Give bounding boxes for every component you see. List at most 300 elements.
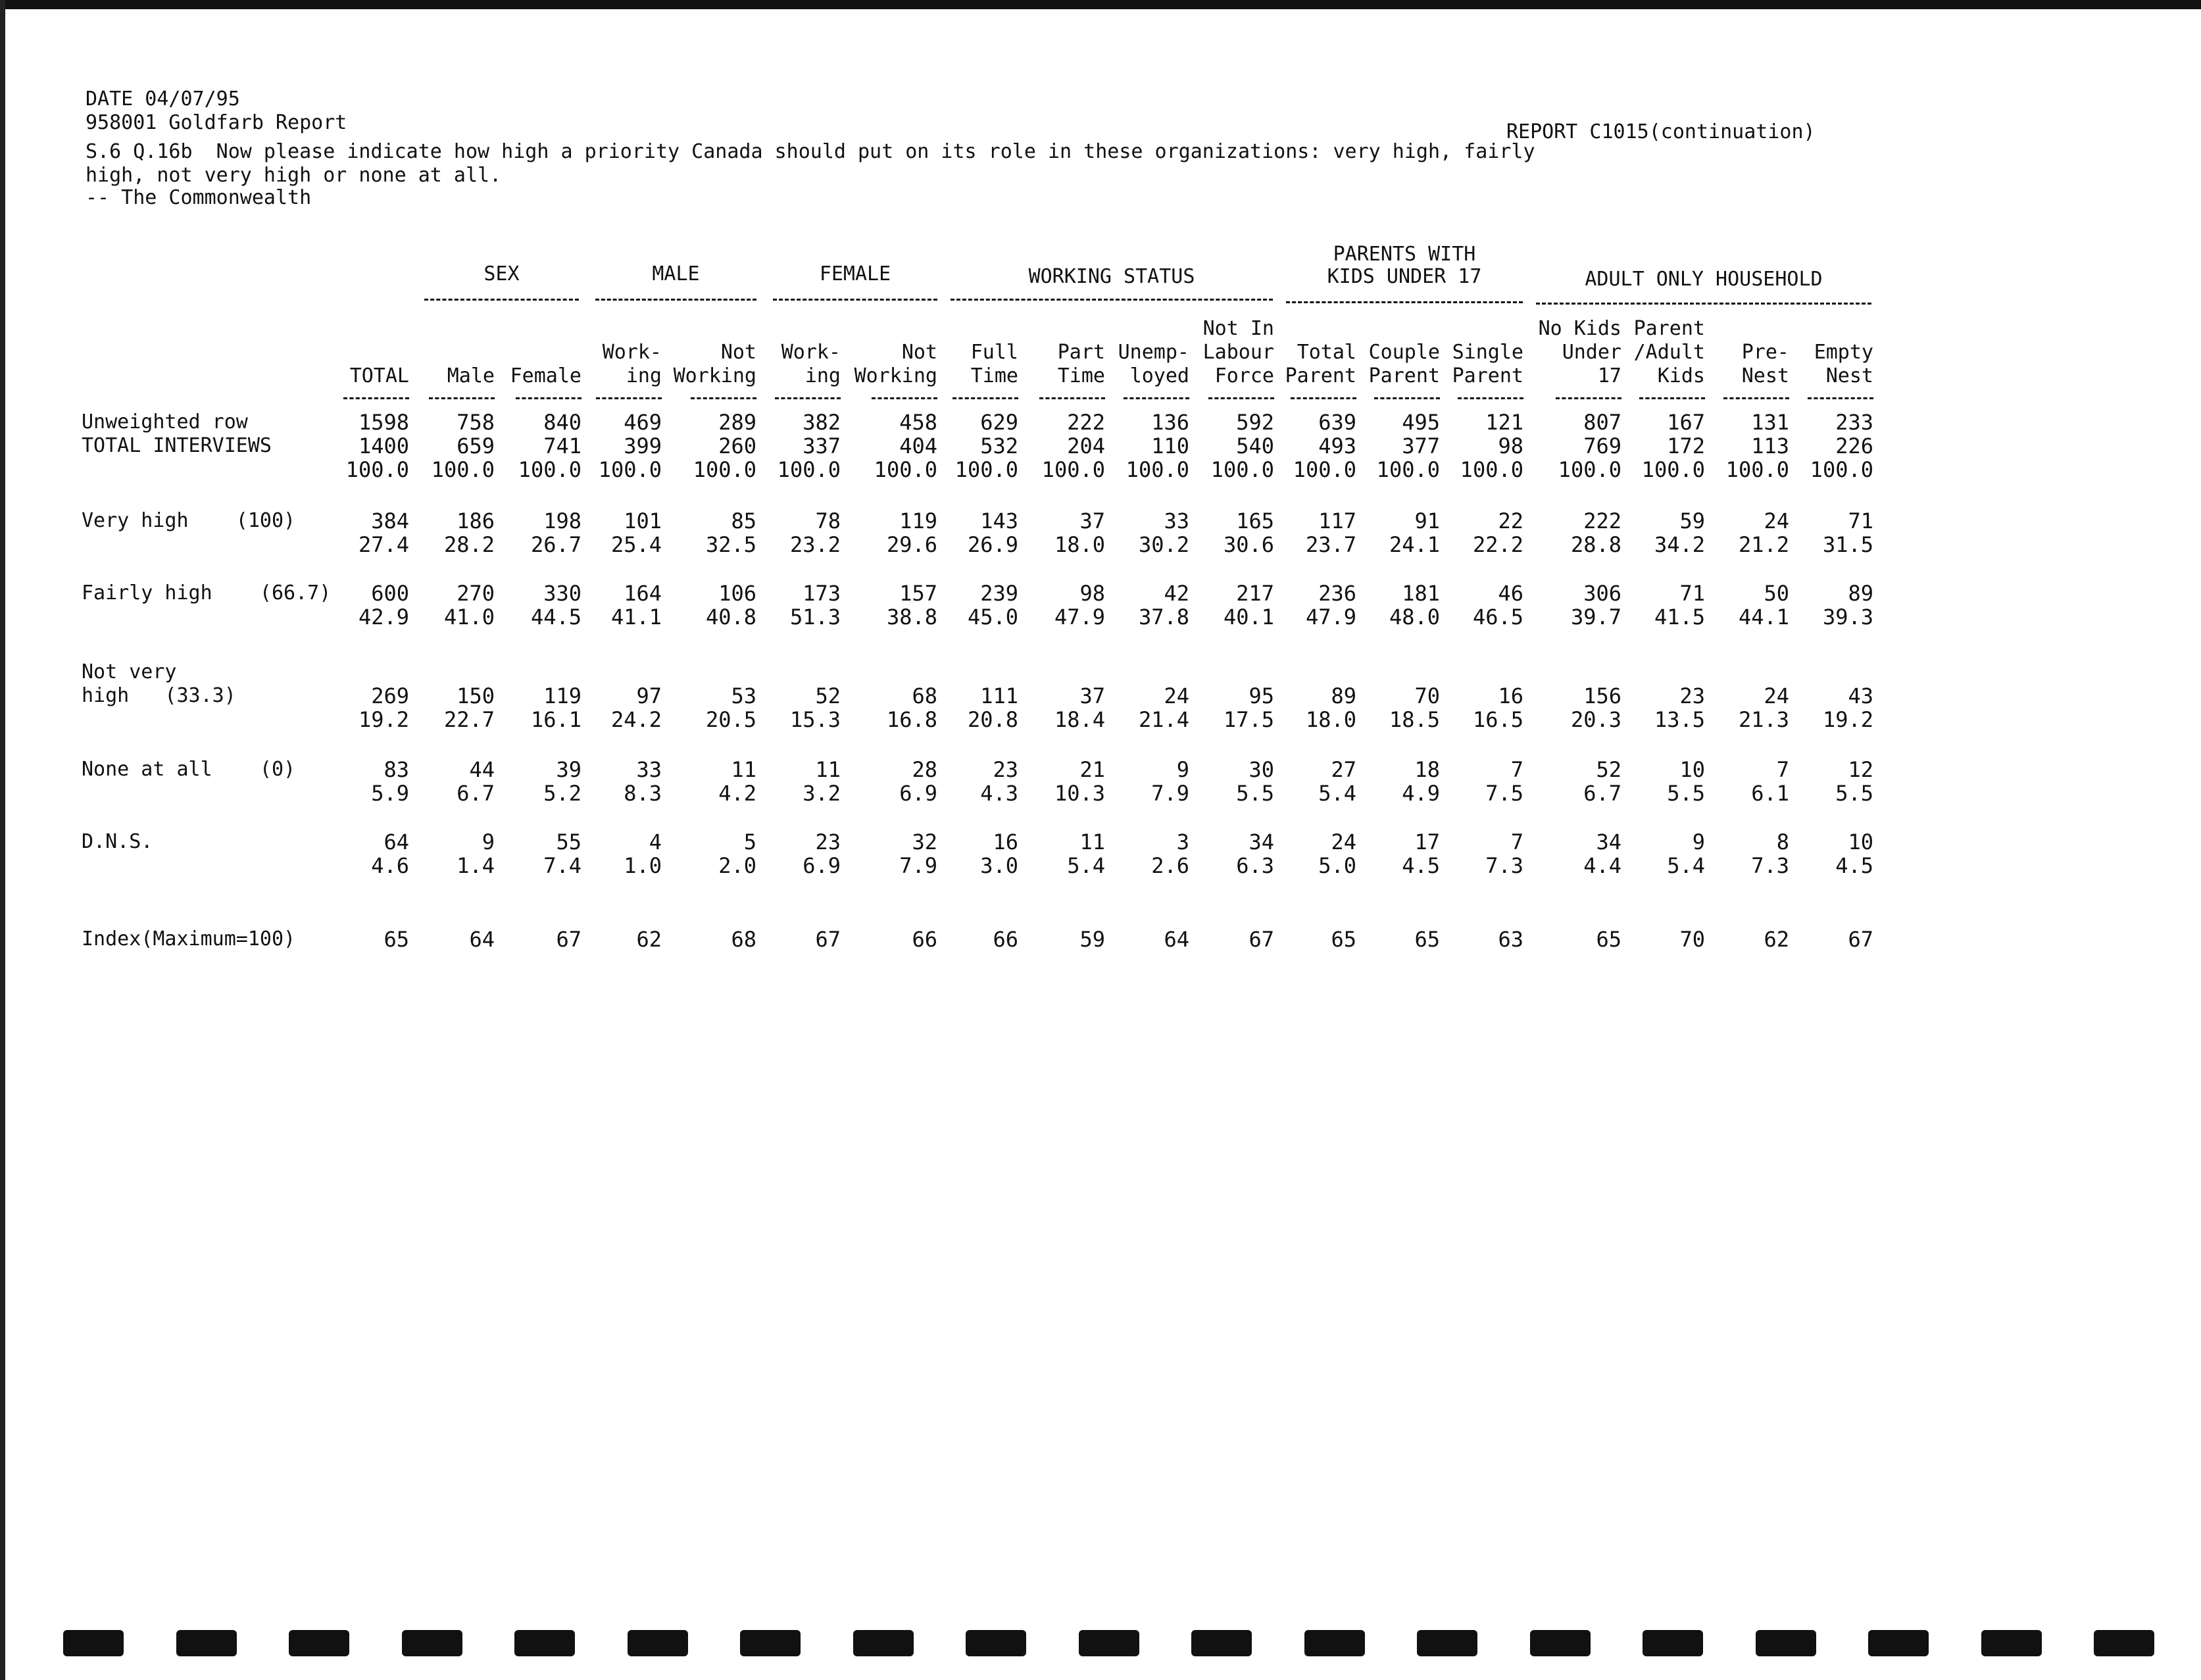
table-cell: 65 — [1414, 927, 1440, 952]
table-cell: 52 — [815, 683, 841, 708]
table-cell: 34 — [1249, 829, 1274, 854]
table-cell: 100.0 — [874, 457, 937, 482]
table-cell: 16.1 — [530, 707, 581, 732]
table-cell: 119 — [899, 508, 937, 533]
tractor-feed-hole — [1417, 1630, 1477, 1656]
row-label: D.N.S. — [82, 830, 153, 853]
table-cell: 44.5 — [530, 605, 581, 630]
table-cell: 226 — [1835, 433, 1873, 458]
table-cell: 13.5 — [1654, 707, 1705, 732]
table-cell: 592 — [1236, 410, 1274, 435]
table-cell: 111 — [980, 683, 1018, 708]
tractor-feed-hole — [1191, 1630, 1252, 1656]
table-cell: 100.0 — [1125, 457, 1189, 482]
table-cell: 30.6 — [1223, 532, 1274, 557]
table-cell: 45.0 — [967, 605, 1018, 630]
table-cell: 20.3 — [1570, 707, 1621, 732]
table-cell: 70 — [1414, 683, 1440, 708]
table-cell: 136 — [1151, 410, 1189, 435]
table-cell: 639 — [1318, 410, 1356, 435]
table-cell: 65 — [383, 927, 409, 952]
table-cell: 68 — [912, 683, 937, 708]
table-cell: 21.3 — [1738, 707, 1789, 732]
table-cell: 186 — [457, 508, 495, 533]
table-cell: 37 — [1079, 508, 1105, 533]
table-cell: 9 — [482, 829, 495, 854]
table-cell: 91 — [1414, 508, 1440, 533]
tractor-feed-hole — [966, 1630, 1026, 1656]
column-header: Couple Parent — [1368, 341, 1440, 387]
table-cell: 70 — [1679, 927, 1705, 952]
table-cell: 64 — [383, 829, 409, 854]
column-header: No Kids Under 17 — [1538, 317, 1621, 387]
table-cell: 30.2 — [1138, 532, 1189, 557]
table-cell: 4.5 — [1402, 853, 1440, 878]
table-cell: 24 — [1164, 683, 1189, 708]
table-cell: 6.7 — [1583, 781, 1621, 806]
table-cell: 30 — [1249, 757, 1274, 782]
group-heading: WORKING STATUS — [1028, 265, 1195, 288]
table-cell: 5 — [743, 829, 756, 854]
row-label: Not very high (33.3) — [82, 660, 236, 707]
table-cell: 23.2 — [789, 532, 841, 557]
table-cell: 741 — [543, 433, 581, 458]
table-cell: 131 — [1751, 410, 1789, 435]
table-cell: 150 — [457, 683, 495, 708]
table-cell: 164 — [624, 581, 662, 606]
table-cell: 289 — [718, 410, 756, 435]
column-header: Pre- Nest — [1741, 341, 1789, 387]
column-header: Not In Labour Force — [1202, 317, 1274, 387]
table-cell: 29.6 — [886, 532, 937, 557]
table-cell: 100.0 — [1041, 457, 1105, 482]
table-cell: 270 — [457, 581, 495, 606]
table-cell: 59 — [1679, 508, 1705, 533]
table-cell: 21.4 — [1138, 707, 1189, 732]
table-cell: 16.8 — [886, 707, 937, 732]
column-underline — [952, 397, 1018, 399]
table-cell: 24.1 — [1389, 532, 1440, 557]
table-cell: 156 — [1583, 683, 1621, 708]
table-cell: 15.3 — [789, 707, 841, 732]
table-cell: 7.9 — [1151, 781, 1189, 806]
row-label: Index(Maximum=100) — [82, 927, 296, 951]
table-cell: 330 — [543, 581, 581, 606]
tractor-feed-hole — [1868, 1630, 1929, 1656]
table-cell: 18 — [1414, 757, 1440, 782]
table-cell: 71 — [1848, 508, 1873, 533]
table-cell: 5.4 — [1667, 853, 1705, 878]
table-cell: 9 — [1692, 829, 1705, 854]
table-cell: 27.4 — [358, 532, 409, 557]
table-cell: 39.7 — [1570, 605, 1621, 630]
table-cell: 53 — [731, 683, 756, 708]
table-cell: 6.9 — [899, 781, 937, 806]
tractor-feed-hole — [628, 1630, 688, 1656]
table-cell: 100.0 — [1210, 457, 1274, 482]
table-cell: 22 — [1498, 508, 1523, 533]
column-underline — [1556, 397, 1621, 399]
table-cell: 7 — [1776, 757, 1789, 782]
column-underline — [872, 397, 937, 399]
column-header: Single Parent — [1452, 341, 1523, 387]
report-name: 958001 Goldfarb Report — [86, 111, 347, 134]
table-cell: 100.0 — [345, 457, 409, 482]
table-cell: 540 — [1236, 433, 1274, 458]
column-header: Work- ing — [602, 341, 662, 387]
table-cell: 16.5 — [1472, 707, 1523, 732]
table-cell: 64 — [1164, 927, 1189, 952]
table-cell: 38.8 — [886, 605, 937, 630]
column-header: Parent /Adult Kids — [1633, 317, 1705, 387]
table-cell: 47.9 — [1054, 605, 1105, 630]
table-cell: 121 — [1485, 410, 1523, 435]
table-cell: 100.0 — [1376, 457, 1440, 482]
table-cell: 1598 — [358, 410, 409, 435]
table-cell: 17.5 — [1223, 707, 1274, 732]
table-cell: 6.3 — [1236, 853, 1274, 878]
table-cell: 2.6 — [1151, 853, 1189, 878]
column-underline — [1039, 397, 1105, 399]
table-cell: 67 — [556, 927, 581, 952]
table-cell: 66 — [912, 927, 937, 952]
table-cell: 16 — [1498, 683, 1523, 708]
table-cell: 260 — [718, 433, 756, 458]
table-cell: 23.7 — [1305, 532, 1356, 557]
table-cell: 12 — [1848, 757, 1873, 782]
table-cell: 7 — [1510, 829, 1523, 854]
group-divider-line — [424, 299, 579, 301]
report-date: DATE 04/07/95 — [86, 87, 240, 111]
tractor-feed-hole — [1756, 1630, 1816, 1656]
table-cell: 64 — [469, 927, 495, 952]
table-cell: 165 — [1236, 508, 1274, 533]
column-header: Work- ing — [781, 341, 841, 387]
table-cell: 7.4 — [543, 853, 581, 878]
table-cell: 19.2 — [358, 707, 409, 732]
column-underline — [1291, 397, 1356, 399]
table-cell: 5.2 — [543, 781, 581, 806]
row-label: Very high (100) — [82, 509, 296, 532]
table-cell: 233 — [1835, 410, 1873, 435]
table-cell: 37 — [1079, 683, 1105, 708]
table-cell: 532 — [980, 433, 1018, 458]
table-cell: 33 — [1164, 508, 1189, 533]
table-cell: 100.0 — [1558, 457, 1621, 482]
table-cell: 31.5 — [1822, 532, 1873, 557]
table-cell: 167 — [1667, 410, 1705, 435]
table-cell: 39.3 — [1822, 605, 1873, 630]
table-cell: 20.5 — [705, 707, 756, 732]
table-cell: 269 — [371, 683, 409, 708]
table-cell: 21.2 — [1738, 532, 1789, 557]
table-cell: 769 — [1583, 433, 1621, 458]
group-heading: SEX — [483, 262, 520, 285]
table-cell: 758 — [457, 410, 495, 435]
table-cell: 24 — [1764, 508, 1789, 533]
question-text-line1: S.6 Q.16b Now please indicate how high a priority Canada should put on its role in these organizations: very high, fairly — [86, 140, 1535, 163]
table-cell: 4.9 — [1402, 781, 1440, 806]
table-cell: 101 — [624, 508, 662, 533]
table-cell: 600 — [371, 581, 409, 606]
table-cell: 51.3 — [789, 605, 841, 630]
table-cell: 95 — [1249, 683, 1274, 708]
table-cell: 6.1 — [1751, 781, 1789, 806]
group-heading: PARENTS WITH KIDS UNDER 17 — [1327, 243, 1482, 288]
tractor-feed-hole — [2094, 1630, 2154, 1656]
table-cell: 26.7 — [530, 532, 581, 557]
table-cell: 198 — [543, 508, 581, 533]
table-cell: 8 — [1776, 829, 1789, 854]
tractor-feed-hole — [514, 1630, 575, 1656]
table-cell: 6.7 — [457, 781, 495, 806]
table-cell: 42 — [1164, 581, 1189, 606]
table-cell: 4.3 — [980, 781, 1018, 806]
row-label: Fairly high (66.7) — [82, 581, 332, 605]
table-cell: 10 — [1679, 757, 1705, 782]
table-cell: 26.9 — [967, 532, 1018, 557]
table-cell: 18.4 — [1054, 707, 1105, 732]
column-underline — [516, 397, 581, 399]
group-heading: FEMALE — [819, 262, 891, 285]
tractor-feed-hole — [1079, 1630, 1139, 1656]
table-cell: 22.2 — [1472, 532, 1523, 557]
scan-left-border — [0, 0, 5, 1680]
table-cell: 1.4 — [457, 853, 495, 878]
group-divider-line — [1286, 301, 1523, 303]
table-cell: 89 — [1331, 683, 1356, 708]
table-cell: 7.3 — [1485, 853, 1523, 878]
table-cell: 5.9 — [371, 781, 409, 806]
table-cell: 7.5 — [1485, 781, 1523, 806]
table-cell: 493 — [1318, 433, 1356, 458]
table-cell: 1.0 — [624, 853, 662, 878]
table-cell: 337 — [803, 433, 841, 458]
table-cell: 4.2 — [718, 781, 756, 806]
column-underline — [1374, 397, 1440, 399]
group-heading: MALE — [652, 262, 700, 285]
table-cell: 239 — [980, 581, 1018, 606]
column-underline — [1208, 397, 1274, 399]
table-cell: 89 — [1848, 581, 1873, 606]
table-cell: 117 — [1318, 508, 1356, 533]
table-cell: 63 — [1498, 927, 1523, 952]
tractor-feed-hole — [1643, 1630, 1703, 1656]
table-cell: 68 — [731, 927, 756, 952]
table-cell: 100.0 — [1293, 457, 1356, 482]
table-cell: 23 — [993, 757, 1018, 782]
group-divider-line — [951, 299, 1273, 301]
table-cell: 66 — [993, 927, 1018, 952]
table-cell: 18.0 — [1054, 532, 1105, 557]
table-cell: 5.5 — [1835, 781, 1873, 806]
table-cell: 495 — [1402, 410, 1440, 435]
table-cell: 71 — [1679, 581, 1705, 606]
scan-top-border — [0, 0, 2201, 9]
table-cell: 46 — [1498, 581, 1523, 606]
table-cell: 19.2 — [1822, 707, 1873, 732]
table-cell: 42.9 — [358, 605, 409, 630]
table-cell: 83 — [383, 757, 409, 782]
table-cell: 23 — [815, 829, 841, 854]
table-cell: 10.3 — [1054, 781, 1105, 806]
table-cell: 67 — [1249, 927, 1274, 952]
table-cell: 18.0 — [1305, 707, 1356, 732]
table-cell: 43 — [1848, 683, 1873, 708]
table-cell: 24 — [1331, 829, 1356, 854]
table-cell: 4 — [649, 829, 662, 854]
group-divider-line — [773, 299, 937, 301]
table-cell: 97 — [636, 683, 662, 708]
column-underline — [691, 397, 756, 399]
column-underline — [429, 397, 495, 399]
table-cell: 100.0 — [954, 457, 1018, 482]
table-cell: 50 — [1764, 581, 1789, 606]
table-cell: 3.2 — [803, 781, 841, 806]
table-cell: 17 — [1414, 829, 1440, 854]
table-cell: 7.3 — [1751, 853, 1789, 878]
table-cell: 384 — [371, 508, 409, 533]
table-cell: 62 — [1764, 927, 1789, 952]
table-cell: 217 — [1236, 581, 1274, 606]
column-header: Full Time — [970, 341, 1018, 387]
table-cell: 100.0 — [1725, 457, 1789, 482]
report-id: REPORT C1015(continuation) — [1506, 120, 1816, 143]
table-cell: 222 — [1583, 508, 1621, 533]
column-header: TOTAL — [349, 364, 409, 387]
table-cell: 27 — [1331, 757, 1356, 782]
column-underline — [1458, 397, 1523, 399]
tractor-feed-hole — [402, 1630, 462, 1656]
column-underline — [1639, 397, 1705, 399]
table-cell: 21 — [1079, 757, 1105, 782]
table-cell: 222 — [1067, 410, 1105, 435]
table-cell: 34 — [1596, 829, 1621, 854]
table-cell: 807 — [1583, 410, 1621, 435]
table-cell: 46.5 — [1472, 605, 1523, 630]
table-cell: 85 — [731, 508, 756, 533]
table-cell: 173 — [803, 581, 841, 606]
column-underline — [596, 397, 662, 399]
column-header: Male — [447, 364, 495, 387]
table-cell: 100.0 — [598, 457, 662, 482]
table-cell: 52 — [1596, 757, 1621, 782]
table-cell: 100.0 — [431, 457, 495, 482]
table-cell: 659 — [457, 433, 495, 458]
column-header: Part Time — [1057, 341, 1105, 387]
table-cell: 110 — [1151, 433, 1189, 458]
table-cell: 377 — [1402, 433, 1440, 458]
table-cell: 106 — [718, 581, 756, 606]
table-cell: 4.6 — [371, 853, 409, 878]
table-cell: 840 — [543, 410, 581, 435]
table-cell: 11 — [1079, 829, 1105, 854]
tractor-feed-hole — [1304, 1630, 1365, 1656]
table-cell: 28.8 — [1570, 532, 1621, 557]
table-cell: 9 — [1176, 757, 1189, 782]
table-cell: 4.4 — [1583, 853, 1621, 878]
table-cell: 3.0 — [980, 853, 1018, 878]
table-cell: 143 — [980, 508, 1018, 533]
row-label: Unweighted row TOTAL INTERVIEWS — [82, 410, 272, 457]
column-header: Empty Nest — [1814, 341, 1873, 387]
group-divider-line — [1536, 303, 1871, 305]
table-cell: 37.8 — [1138, 605, 1189, 630]
table-cell: 629 — [980, 410, 1018, 435]
table-cell: 6.9 — [803, 853, 841, 878]
column-underline — [1808, 397, 1873, 399]
tractor-feed-hole — [1981, 1630, 2042, 1656]
table-cell: 55 — [556, 829, 581, 854]
table-cell: 11 — [731, 757, 756, 782]
table-cell: 39 — [556, 757, 581, 782]
table-cell: 7.9 — [899, 853, 937, 878]
table-cell: 78 — [815, 508, 841, 533]
table-cell: 67 — [815, 927, 841, 952]
table-cell: 24 — [1764, 683, 1789, 708]
table-cell: 24.2 — [610, 707, 662, 732]
table-cell: 98 — [1498, 433, 1523, 458]
column-header: Not Working — [673, 341, 756, 387]
table-cell: 59 — [1079, 927, 1105, 952]
table-cell: 28.2 — [443, 532, 495, 557]
tractor-feed-hole — [853, 1630, 914, 1656]
column-underline — [1723, 397, 1789, 399]
tractor-feed-hole — [289, 1630, 349, 1656]
table-cell: 98 — [1079, 581, 1105, 606]
table-cell: 22.7 — [443, 707, 495, 732]
tractor-feed-hole — [176, 1630, 237, 1656]
tractor-feed-hole — [63, 1630, 124, 1656]
table-cell: 382 — [803, 410, 841, 435]
table-cell: 65 — [1331, 927, 1356, 952]
table-cell: 18.5 — [1389, 707, 1440, 732]
table-cell: 11 — [815, 757, 841, 782]
table-cell: 23 — [1679, 683, 1705, 708]
table-cell: 25.4 — [610, 532, 662, 557]
table-cell: 4.5 — [1835, 853, 1873, 878]
row-label: None at all (0) — [82, 758, 296, 781]
table-cell: 32.5 — [705, 532, 756, 557]
column-underline — [775, 397, 841, 399]
table-cell: 67 — [1848, 927, 1873, 952]
table-cell: 16 — [993, 829, 1018, 854]
tractor-feed-hole — [740, 1630, 801, 1656]
table-cell: 33 — [636, 757, 662, 782]
table-cell: 40.8 — [705, 605, 756, 630]
table-cell: 41.0 — [443, 605, 495, 630]
table-cell: 157 — [899, 581, 937, 606]
table-cell: 40.1 — [1223, 605, 1274, 630]
table-cell: 306 — [1583, 581, 1621, 606]
table-cell: 7 — [1510, 757, 1523, 782]
table-cell: 47.9 — [1305, 605, 1356, 630]
table-cell: 2.0 — [718, 853, 756, 878]
table-cell: 469 — [624, 410, 662, 435]
table-cell: 458 — [899, 410, 937, 435]
table-cell: 8.3 — [624, 781, 662, 806]
table-cell: 5.0 — [1318, 853, 1356, 878]
table-cell: 20.8 — [967, 707, 1018, 732]
table-cell: 5.4 — [1067, 853, 1105, 878]
question-text-line2: high, not very high or none at all. — [86, 164, 502, 187]
table-cell: 100.0 — [777, 457, 841, 482]
table-cell: 236 — [1318, 581, 1356, 606]
column-header: Not Working — [854, 341, 937, 387]
table-cell: 1400 — [358, 433, 409, 458]
table-cell: 5.5 — [1667, 781, 1705, 806]
table-cell: 399 — [624, 433, 662, 458]
